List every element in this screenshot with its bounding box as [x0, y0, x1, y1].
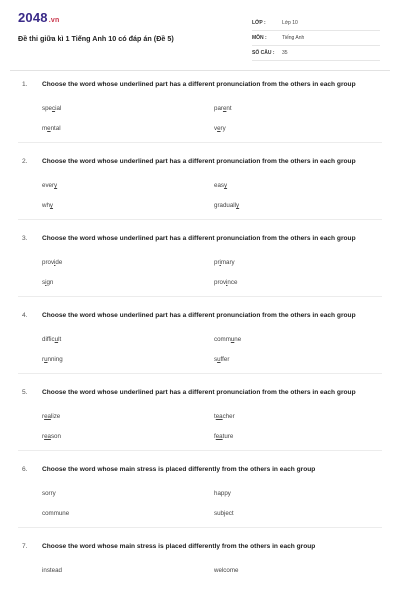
question-text: Choose the word whose underlined part has a different pronunciation from the others in each group [42, 235, 356, 242]
answer-option[interactable] [42, 508, 214, 519]
option-text-pre: comm [214, 336, 231, 343]
option-underlined-part: y [54, 182, 58, 189]
answer-option[interactable] [42, 200, 214, 211]
option-text-post: mary [220, 259, 235, 266]
option-underlined-part: u [44, 356, 48, 363]
answer-options [18, 180, 382, 211]
question-number: 6. [22, 466, 28, 473]
option-text-post: ial [55, 105, 62, 112]
page-title: Đề thi giữa kì 1 Tiếng Anh 10 có đáp án (Đề 5) [18, 34, 174, 43]
option-text-pre: r [42, 356, 45, 363]
question-block [18, 233, 382, 297]
option-text-pre: wh [42, 202, 50, 209]
option-text-pre: s [214, 356, 218, 363]
option-underlined-part: y [236, 202, 240, 209]
option-text-pre: m [42, 125, 48, 132]
question-header [18, 233, 382, 245]
answer-options [18, 103, 382, 134]
option-text-post: gn [46, 279, 54, 286]
option-text-post: de [55, 259, 63, 266]
meta-value: Tiếng Anh [282, 35, 305, 41]
answer-option[interactable] [214, 508, 386, 519]
site-logo[interactable] [18, 10, 59, 25]
option-underlined-part: y [49, 202, 54, 209]
answer-option[interactable] [42, 103, 214, 114]
question-divider [18, 450, 382, 451]
option-underlined-part: e [47, 125, 51, 132]
option-text-pre: commune [42, 510, 70, 517]
question-divider [18, 142, 382, 143]
question-text: Choose the word whose underlined part has a different pronunciation from the others in each group [42, 158, 356, 165]
option-text-pre: welcome [214, 567, 239, 574]
meta-row-subject [252, 31, 380, 46]
answer-option[interactable] [214, 354, 386, 365]
answer-options [18, 334, 382, 365]
meta-row-class [252, 16, 380, 31]
logo-main: 2048 [18, 10, 48, 25]
answer-option[interactable] [214, 257, 386, 268]
answer-option[interactable] [214, 200, 386, 211]
option-underlined-part: i [219, 259, 221, 266]
question-header [18, 464, 382, 476]
option-underlined-part: ea [215, 413, 223, 420]
answer-option[interactable] [214, 565, 386, 576]
question-block [18, 310, 382, 374]
answer-option[interactable] [214, 277, 386, 288]
option-text-pre: subject [214, 510, 234, 517]
option-underlined-part: i [226, 279, 228, 286]
answer-option[interactable] [214, 180, 386, 191]
option-underlined-part: i [45, 279, 47, 286]
header-divider [10, 70, 390, 71]
question-block [18, 541, 382, 576]
question-divider [18, 296, 382, 297]
option-text-pre: eas [214, 182, 224, 189]
option-text-post: cher [222, 413, 235, 420]
option-text-pre: r [42, 413, 45, 420]
answer-options [18, 565, 382, 576]
option-text-post: ntal [50, 125, 61, 132]
option-text-pre: graduall [214, 202, 237, 209]
answer-options [18, 411, 382, 442]
option-text-pre: sorry [42, 490, 56, 497]
answer-option[interactable] [42, 431, 214, 442]
option-text-post: son [50, 433, 61, 440]
meta-value: 35 [282, 50, 288, 56]
option-text-pre: s [42, 279, 46, 286]
meta-value: Lớp 10 [282, 20, 298, 26]
answer-option[interactable] [214, 103, 386, 114]
option-text-post: lize [50, 413, 61, 420]
answer-option[interactable] [214, 488, 386, 499]
question-header [18, 541, 382, 553]
question-number: 4. [22, 312, 28, 319]
answer-option[interactable] [42, 277, 214, 288]
answer-option[interactable] [214, 123, 386, 134]
option-text-pre: f [214, 433, 216, 440]
answer-options [18, 488, 382, 519]
option-text-post: ne [234, 336, 242, 343]
option-underlined-part: u [230, 336, 235, 343]
option-text-pre: r [42, 433, 45, 440]
logo-tld: .vn [48, 17, 60, 24]
answer-option[interactable] [42, 257, 214, 268]
option-text-post: lt [58, 336, 62, 343]
option-text-pre: diffic [42, 336, 55, 343]
option-underlined-part: i [54, 259, 56, 266]
answer-option[interactable] [214, 431, 386, 442]
question-text: Choose the word whose underlined part has a different pronunciation from the others in each group [42, 389, 356, 396]
option-underlined-part: ea [44, 433, 51, 440]
option-underlined-part: ea [44, 413, 51, 420]
answer-option[interactable] [42, 123, 214, 134]
option-text-pre: t [214, 413, 216, 420]
question-text: Choose the word whose main stress is placed differently from the others in each group [42, 543, 316, 550]
answer-option[interactable] [42, 180, 214, 191]
option-text-pre: prov [214, 279, 227, 286]
option-text-pre: prov [42, 259, 55, 266]
question-text: Choose the word whose underlined part has a different pronunciation from the others in each group [42, 312, 356, 319]
option-text-post: nt [226, 105, 232, 112]
answer-options [18, 257, 382, 288]
meta-key: SỐ CÂU : [252, 50, 275, 56]
question-divider [18, 373, 382, 374]
meta-row-count [252, 46, 380, 61]
exam-meta [252, 16, 380, 61]
question-block [18, 79, 382, 143]
answer-option[interactable] [42, 488, 214, 499]
question-header [18, 310, 382, 322]
option-underlined-part: u [217, 356, 221, 363]
option-text-pre: pr [214, 259, 220, 266]
question-number: 1. [22, 81, 28, 88]
answer-option[interactable] [42, 411, 214, 422]
question-block [18, 387, 382, 451]
question-text: Choose the word whose underlined part has a different pronunciation from the others in each group [42, 81, 356, 88]
question-header [18, 79, 382, 91]
question-list [18, 79, 382, 589]
option-underlined-part: y [223, 182, 228, 189]
option-text-pre: ever [42, 182, 55, 189]
option-text-post: ture [222, 433, 234, 440]
option-underlined-part: c [51, 105, 56, 112]
answer-option[interactable] [214, 411, 386, 422]
option-underlined-part: ea [215, 433, 223, 440]
option-text-pre: par [214, 105, 223, 112]
question-header [18, 156, 382, 168]
answer-option[interactable] [42, 354, 214, 365]
question-number: 5. [22, 389, 28, 396]
answer-option[interactable] [214, 334, 386, 345]
option-text-pre: spe [42, 105, 52, 112]
question-header [18, 387, 382, 399]
question-divider [18, 219, 382, 220]
page-header [18, 10, 382, 66]
question-divider [18, 527, 382, 528]
option-text-post: ry [220, 125, 226, 132]
option-text-pre: happy [214, 490, 231, 497]
question-number: 3. [22, 235, 28, 242]
option-underlined-part: e [217, 125, 221, 132]
answer-option[interactable] [42, 334, 214, 345]
option-text-post: nning [47, 356, 63, 363]
option-text-post: ffer [220, 356, 230, 363]
question-block [18, 464, 382, 528]
question-text: Choose the word whose main stress is placed differently from the others in each group [42, 466, 316, 473]
option-underlined-part: u [54, 336, 59, 343]
answer-option[interactable] [42, 565, 214, 576]
meta-key: MÔN : [252, 35, 267, 41]
question-block [18, 156, 382, 220]
question-number: 2. [22, 158, 28, 165]
meta-key: LỚP : [252, 20, 266, 26]
question-number: 7. [22, 543, 28, 550]
option-text-pre: v [214, 125, 218, 132]
option-underlined-part: e [222, 105, 227, 112]
option-text-post: nce [227, 279, 238, 286]
option-text-pre: instead [42, 567, 62, 574]
